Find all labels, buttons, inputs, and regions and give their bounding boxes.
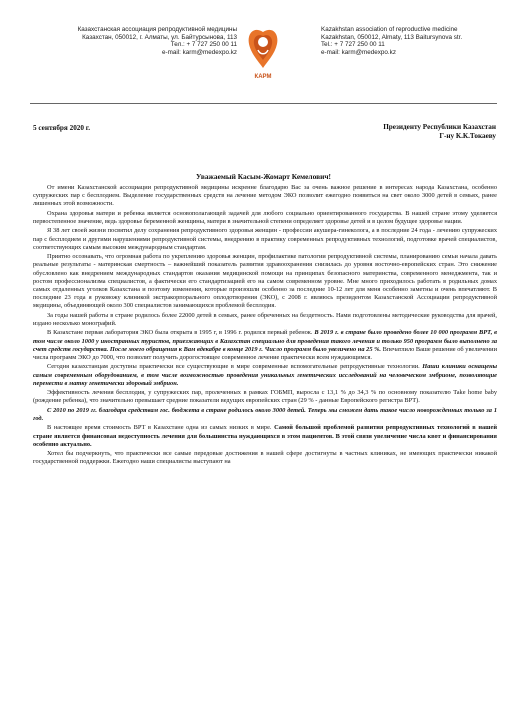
salutation: Уважаемый Касым-Жомарт Кемелович! [196,172,331,181]
org-name-ru: Казахстанская ассоциация репродуктивной медицины [77,26,237,33]
paragraph: От имени Казахстанской ассоциации репродуктивной медицины искренне благодарю Вас за очень важное решение в интересах народа Казахстана, особенно супружеских пар с бесплодием. Выделение государственных средств на лечение методом ЭКО позволит ежегодно появиться на свет около 3000 детей в семьях, ранее лишенных этой возможности. [33,184,497,208]
paragraph [33,363,497,388]
paragraph: Я 38 лет своей жизни посвятил делу сохранения репродуктивного здоровья женщин - профессии акушера-гинеколога, а в последние 24 года - лечению супружеских пар с бесплодием и другими нарушениями репродуктивной системы, внедрению в практику современных репродуктивных технологий, подготовке врачей специалистов, соответствующих самым высоким международным стандартам. [33,227,497,251]
letterhead-divider [30,103,497,104]
phone-ru: Тел.: + 7 727 250 00 11 [170,41,237,49]
org-name-en: Kazakhstan association of reproductive medicine [321,26,458,33]
emphasis-text: Наши клиники оснащены самым современным оборудованием, в том числе возможностью проведения уникальных генетических исследований на человеческом эмбрионе, позволяющие перенести в матку генетически здоровый эмбрион. [33,363,498,387]
address-ru: Казахстан, 050012, г. Алматы, ул. Байтурсынова, 113 [82,33,237,41]
letter-date: 5 сентября 2020 г. [33,124,91,132]
address-en: Kazakhstan, 050012, Almaty, 113 Baitursynova str. [321,33,463,41]
karm-logo-icon [243,22,283,82]
paragraph: Охрана здоровья матери и ребенка является основополагающей задачей для любого социально ориентированного государства. В нашей стране этому уделяется первостепенное значение, ведь здоровье беременной женщины, матери в значительной степени определяет здоровье детей и в целом будущее здоровье нации. [33,209,497,225]
paragraph-text: Впечатлило Ваше решение об увеличении числа программ ЭКО до 7000, что позволит получить дорогостоящее современное лечение практически всем нуждающимся. [33,345,497,361]
paragraph: За годы нашей работы в стране родилось более 22000 детей в семьях, ранее обреченных на бездетность. Нами подготовлены методические руководства для врачей, издано несколько монографий. [33,311,497,327]
letterhead [0,0,527,100]
emphasis-paragraph: С 2010 по 2019 гг. благодаря средствам гос. бюджета в стране родилось около 3000 детей. Теперь мы сможем дать такое число новорожденных только за 1 год. [33,406,497,422]
letter-body [33,184,497,468]
email-en: e-mail: karm@medexpo.kz [321,48,396,56]
letterhead-left [32,26,237,56]
logo-text: КАРМ [254,74,272,80]
recipient-title: Президенту Республики Казахстан [383,123,496,131]
recipient-name: Г-ну К.К.Токаеву [439,132,496,140]
paragraph-text: В Казахстане первая лаборатория ЭКО была открыта в 1995 г, в 1996 г. родился первый ребенок. [47,329,315,337]
paragraph: Эффективность лечения бесплодия, у супружеских пар, пролеченных в рамках ГОБМП, выросла с 13,1 % до 34,3 % по основному показателю Take home baby (рождение ребенка), что значительно превышает средние показатели ведущих европейских стран (29 % - данные Европейского регистра ВРТ). [33,389,497,405]
phone-en: Tel.: + 7 727 250 00 11 [321,41,385,49]
paragraph-text: Сегодня казахстанцам доступны практически все существующие в мире современные вспомогательные репродуктивные технологии. [47,363,423,371]
paragraph: Приятно осознавать, что огромная работа по укреплению здоровья женщин, профилактике патологии репродуктивной системы, планированию семьи начала давать реальные результаты - материнская смертность – важнейший показатель развития здравоохранения снизилась до уровня восточно-европейских стран. Это снижение обусловлено как внедрением международных стандартов оказания медицинской помощи на принципах безопасного материнства, современного менеджмента, так и ростом профессионализма специалистов, а фактически его стандартизацией его на самом современном уровне. Мне много приходилось работать в родильных домах самых отдаленных уголков Казахстана и поэтому изменения, которые произошли особенно за последние 10-12 лет для меня особенно заметны и очень впечатляют. В последние 23 года я руковожу клиникой экстракорпорального оплодотворения (ЭКО), с 2008 г. являюсь президентом Казахстанской Ассоциации репродуктивной медицины, объединяющей около 300 специалистов занимающихся проблемой бесплодия. [33,253,497,310]
paragraph [33,329,497,362]
emphasis-text: В 2019 г. в стране было проведено более 10 000 программ ВРТ, в том числе около 1000 у иностранных туристов, приезжающих в Казахстан специально для проведения такого лечения и только 950 программ было выполнено за счет средств государства. После моего обращения к Вам вдекабре в конце 2019 г. Число программ было увеличено на 25 %. [33,329,497,353]
paragraph [33,424,497,449]
paragraph-text: В настоящее время стоимость ВРТ в Казахстане одна из самых низких в мире. [47,424,275,432]
letterhead-right [321,26,511,56]
bold-text: Самой большой проблемой развития репродуктивных технологий в нашей стране является финансовая недоступность лечения для большинства нуждающихся в этом пациентов. В этой связи увеличение числа квот и финансирования особенно актуально. [33,424,497,448]
email-ru: e-mail: karm@medexpo.kz [162,48,237,56]
paragraph: Хотел бы подчеркнуть, что практически все самые передовые достижения в нашей сфере достигнуты в частных клиниках, не имеющих практически никакой государственной поддержки. Ежегодно наши специалисты выступают на [33,450,497,466]
recipient-block [326,123,496,141]
